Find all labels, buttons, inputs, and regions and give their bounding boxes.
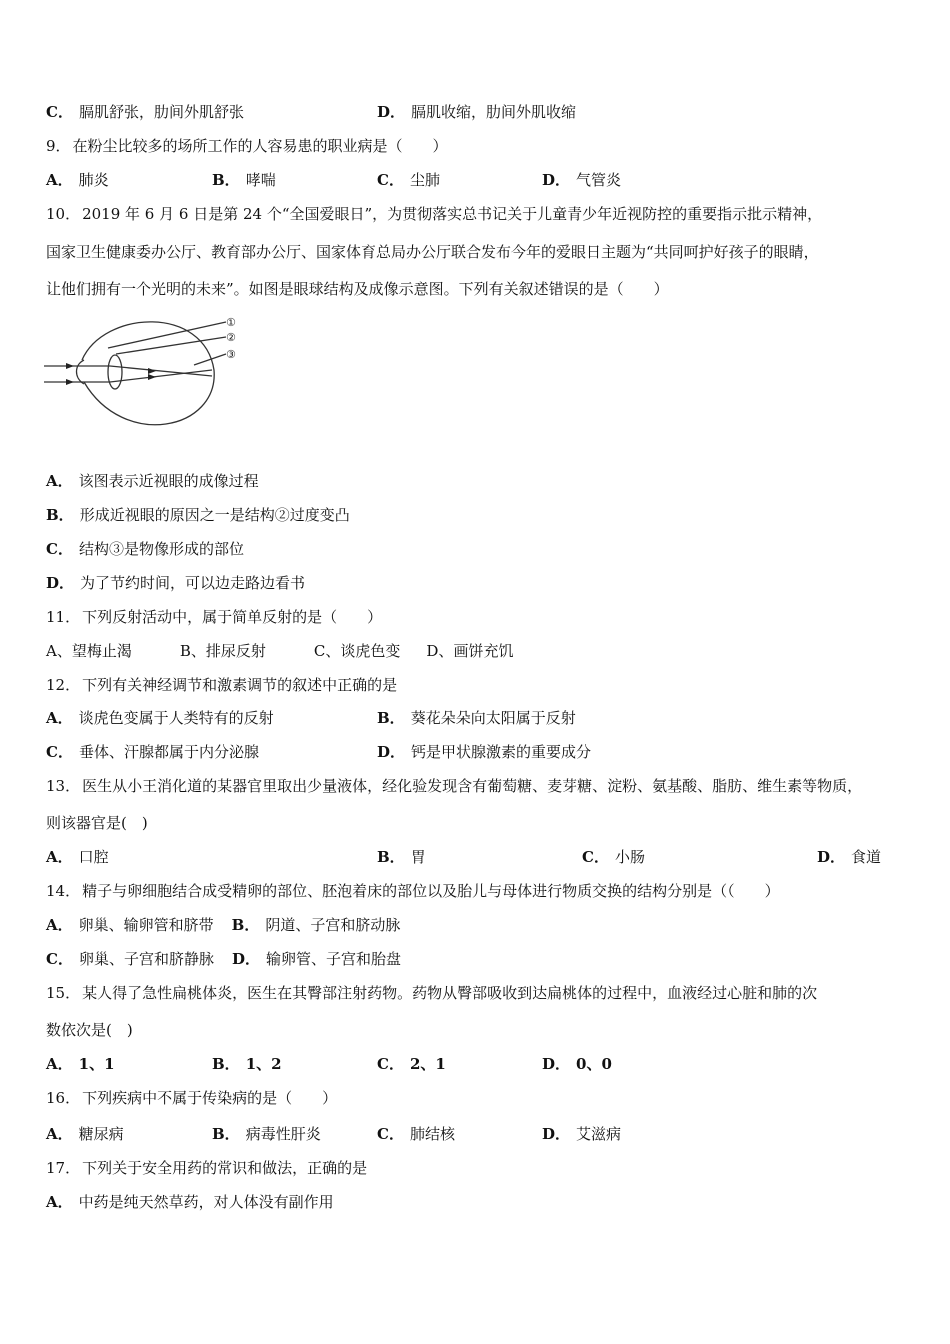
option-text: 垂体、汗腺都属于内分泌腺	[78, 743, 259, 761]
option-text: 钙是甲状腺激素的重要成分	[411, 743, 592, 761]
option-text: 排尿反射	[205, 642, 266, 660]
option-label: C．	[377, 171, 404, 189]
q17-stem	[46, 1158, 367, 1178]
q15-option-c	[377, 1054, 446, 1074]
option-text: 肺炎	[78, 171, 109, 189]
figure-label-2: ②	[226, 331, 236, 344]
option-text: 1、1	[78, 1055, 115, 1073]
q11-option-d	[426, 642, 513, 660]
option-label: A．	[46, 472, 73, 490]
question-number: 16．	[46, 1089, 81, 1107]
option-label: C．	[46, 743, 73, 761]
option-label: D．	[542, 1055, 571, 1073]
question-text: 下列有关神经调节和激素调节的叙述中正确的是	[82, 676, 398, 694]
q12-stem	[46, 675, 397, 695]
pointer-line-2	[116, 337, 226, 354]
q9-option-c	[377, 170, 440, 190]
q13-option-d	[817, 847, 881, 867]
q13-option-b	[377, 847, 426, 867]
refracted-ray-top	[110, 366, 212, 376]
q16-option-b	[212, 1124, 321, 1144]
q9-option-b	[212, 170, 276, 190]
option-text: 画饼充饥	[453, 642, 514, 660]
q10-stem-line2: 国家卫生健康委办公厅、教育部办公厅、国家体育总局办公厅联合发布今年的爱眼日主题为“共同呵护好孩子的眼睛，	[46, 243, 819, 261]
option-label: C．	[377, 1055, 404, 1073]
option-label: A．	[46, 1193, 73, 1211]
option-label: C、	[313, 642, 341, 660]
option-text: 葵花朵朵向太阳属于反射	[410, 709, 576, 727]
option-text: 艾滋病	[576, 1125, 622, 1143]
option-label: C．	[377, 1125, 404, 1143]
option-label: D．	[46, 574, 75, 592]
q17-option-a	[46, 1192, 334, 1212]
q14-option-a	[46, 916, 214, 934]
question-number: 13．	[46, 777, 81, 795]
question-number: 15．	[46, 984, 81, 1002]
q13-option-a	[46, 847, 109, 867]
q8-option-c	[46, 102, 244, 122]
question-text: 精子与卵细胞结合成受精卵的部位、胚泡着床的部位以及胎儿与母体进行物质交换的结构分别是（（ ）	[82, 882, 780, 900]
option-text: 食道	[851, 848, 882, 866]
option-label: B．	[377, 709, 405, 727]
option-label: D．	[542, 171, 571, 189]
option-text: 2、1	[409, 1055, 446, 1073]
option-label: A．	[46, 709, 73, 727]
option-text: 膈肌收缩，肋间外肌收缩	[411, 103, 577, 121]
q15-option-b	[212, 1054, 282, 1074]
question-text: 2019 年 6 月 6 日是第 24 个“全国爱眼日”，为贯彻落实总书记关于儿童青少年近视防控的重要指示批示精神，	[82, 205, 823, 223]
question-text: 下列疾病中不属于传染病的是（ ）	[82, 1089, 338, 1107]
q12-option-c	[46, 742, 259, 762]
option-text: 0、0	[576, 1055, 612, 1073]
q10-option-a	[46, 471, 259, 491]
option-text: 糖尿病	[78, 1125, 124, 1143]
question-text: 下列反射活动中，属于简单反射的是（ ）	[82, 608, 383, 626]
option-text: 气管炎	[576, 171, 622, 189]
q16-option-a	[46, 1124, 124, 1144]
option-text: 谈虎色变	[340, 642, 401, 660]
option-text: 1、2	[245, 1055, 282, 1073]
q14-options-row1	[46, 915, 400, 935]
q13-stem-line2: 则该器官是( )	[46, 814, 148, 832]
question-text: 医生从小王消化道的某器官里取出少量液体，经化验发现含有葡萄糖、麦芽糖、淀粉、氨基酸、脂肪、维生素等物质，	[82, 777, 863, 795]
option-label: D．	[377, 103, 406, 121]
cornea-shape	[77, 360, 85, 384]
question-text: 下列关于安全用药的常识和做法，正确的是	[82, 1159, 368, 1177]
option-label: C．	[46, 103, 73, 121]
option-text: 哮喘	[245, 171, 276, 189]
q12-option-b	[377, 708, 576, 728]
option-label: D．	[817, 848, 846, 866]
option-text: 卵巢、子宫和脐静脉	[78, 950, 214, 968]
lens-shape	[108, 355, 122, 389]
q14-option-d	[232, 950, 401, 968]
figure-label-3: ③	[226, 348, 236, 361]
option-label: A．	[46, 848, 73, 866]
option-label: D．	[542, 1125, 571, 1143]
q9-option-d	[542, 170, 621, 190]
q15-stem-line2: 数依次是( )	[46, 1021, 133, 1039]
option-text: 肺结核	[409, 1125, 455, 1143]
q16-stem	[46, 1088, 337, 1108]
option-text: 形成近视眼的原因之一是结构②过度变凸	[79, 506, 350, 524]
q10-stem-line1	[46, 204, 822, 224]
q11-option-a	[46, 642, 132, 660]
option-text: 该图表示近视眼的成像过程	[78, 472, 259, 490]
question-number: 17．	[46, 1159, 81, 1177]
option-text: 病毒性肝炎	[245, 1125, 321, 1143]
q11-stem	[46, 607, 382, 627]
option-label: A．	[46, 916, 73, 934]
option-text: 为了节约时间，可以边走路边看书	[80, 574, 306, 592]
option-text: 结构③是物像形成的部位	[78, 540, 244, 558]
question-text: 在粉尘比较多的场所工作的人容易患的职业病是（ ）	[72, 137, 448, 155]
option-label: D．	[231, 950, 260, 968]
q13-stem-line1	[46, 776, 862, 796]
q11-options	[46, 641, 513, 661]
q9-option-a	[46, 170, 109, 190]
eye-structure-figure	[44, 310, 254, 440]
option-label: B．	[212, 171, 240, 189]
arrow-head	[66, 363, 74, 369]
q10-stem-line3: 让他们拥有一个光明的未来”。如图是眼球结构及成像示意图。下列有关叙述错误的是（ ）	[46, 280, 669, 298]
question-number: 9．	[46, 137, 71, 155]
option-label: B、	[179, 642, 206, 660]
option-text: 小肠	[614, 848, 645, 866]
q14-option-b	[232, 916, 401, 934]
q16-option-c	[377, 1124, 455, 1144]
refracted-ray-bottom	[110, 370, 212, 382]
option-text: 谈虎色变属于人类特有的反射	[78, 709, 274, 727]
option-text: 中药是纯天然草药，对人体没有副作用	[78, 1193, 334, 1211]
option-text: 卵巢、输卵管和脐带	[78, 916, 214, 934]
question-text: 某人得了急性扁桃体炎，医生在其臀部注射药物。药物从臀部吸收到达扁桃体的过程中，血液经过心脏和肺的次	[82, 984, 818, 1002]
q8-option-d	[377, 102, 576, 122]
option-label: B．	[212, 1125, 240, 1143]
q12-option-d	[377, 742, 591, 762]
question-number: 12．	[46, 676, 81, 694]
arrow-head	[148, 368, 156, 374]
option-text: 口腔	[78, 848, 109, 866]
option-text: 胃	[410, 848, 426, 866]
option-text: 尘肺	[409, 171, 440, 189]
q15-stem-line1	[46, 983, 817, 1003]
q15-option-d	[542, 1054, 612, 1074]
figure-label-1: ①	[226, 316, 236, 329]
option-label: B．	[377, 848, 405, 866]
arrow-head	[66, 379, 74, 385]
arrow-head	[148, 374, 156, 380]
q10-option-b	[46, 505, 350, 525]
q15-option-a	[46, 1054, 115, 1074]
option-text: 阴道、子宫和脐动脉	[265, 916, 401, 934]
option-label: C．	[582, 848, 609, 866]
option-label: C．	[46, 950, 73, 968]
option-text: 膈肌舒张，肋间外肌舒张	[78, 103, 244, 121]
option-label: B．	[46, 506, 74, 524]
option-label: B．	[231, 916, 260, 934]
question-number: 11．	[46, 608, 81, 626]
q12-option-a	[46, 708, 274, 728]
option-label: A．	[46, 1055, 73, 1073]
q16-option-d	[542, 1124, 621, 1144]
option-text: 输卵管、子宫和胎盘	[265, 950, 401, 968]
option-label: A．	[46, 1125, 73, 1143]
option-label: A、	[46, 642, 72, 660]
option-label: C．	[46, 540, 73, 558]
q10-option-d	[46, 573, 305, 593]
q11-option-c	[314, 642, 401, 660]
option-label: D．	[377, 743, 406, 761]
q14-option-c	[46, 950, 214, 968]
question-number: 14．	[46, 882, 81, 900]
q14-options-row2	[46, 949, 401, 969]
q14-stem	[46, 881, 780, 901]
question-number: 10．	[46, 205, 81, 223]
q11-option-b	[180, 642, 266, 660]
option-label: A．	[46, 171, 73, 189]
option-text: 望梅止渴	[71, 642, 132, 660]
option-label: D、	[426, 642, 454, 660]
q9-stem	[46, 136, 448, 156]
option-label: B．	[212, 1055, 240, 1073]
q10-option-c	[46, 539, 244, 559]
q13-option-c	[582, 847, 645, 867]
